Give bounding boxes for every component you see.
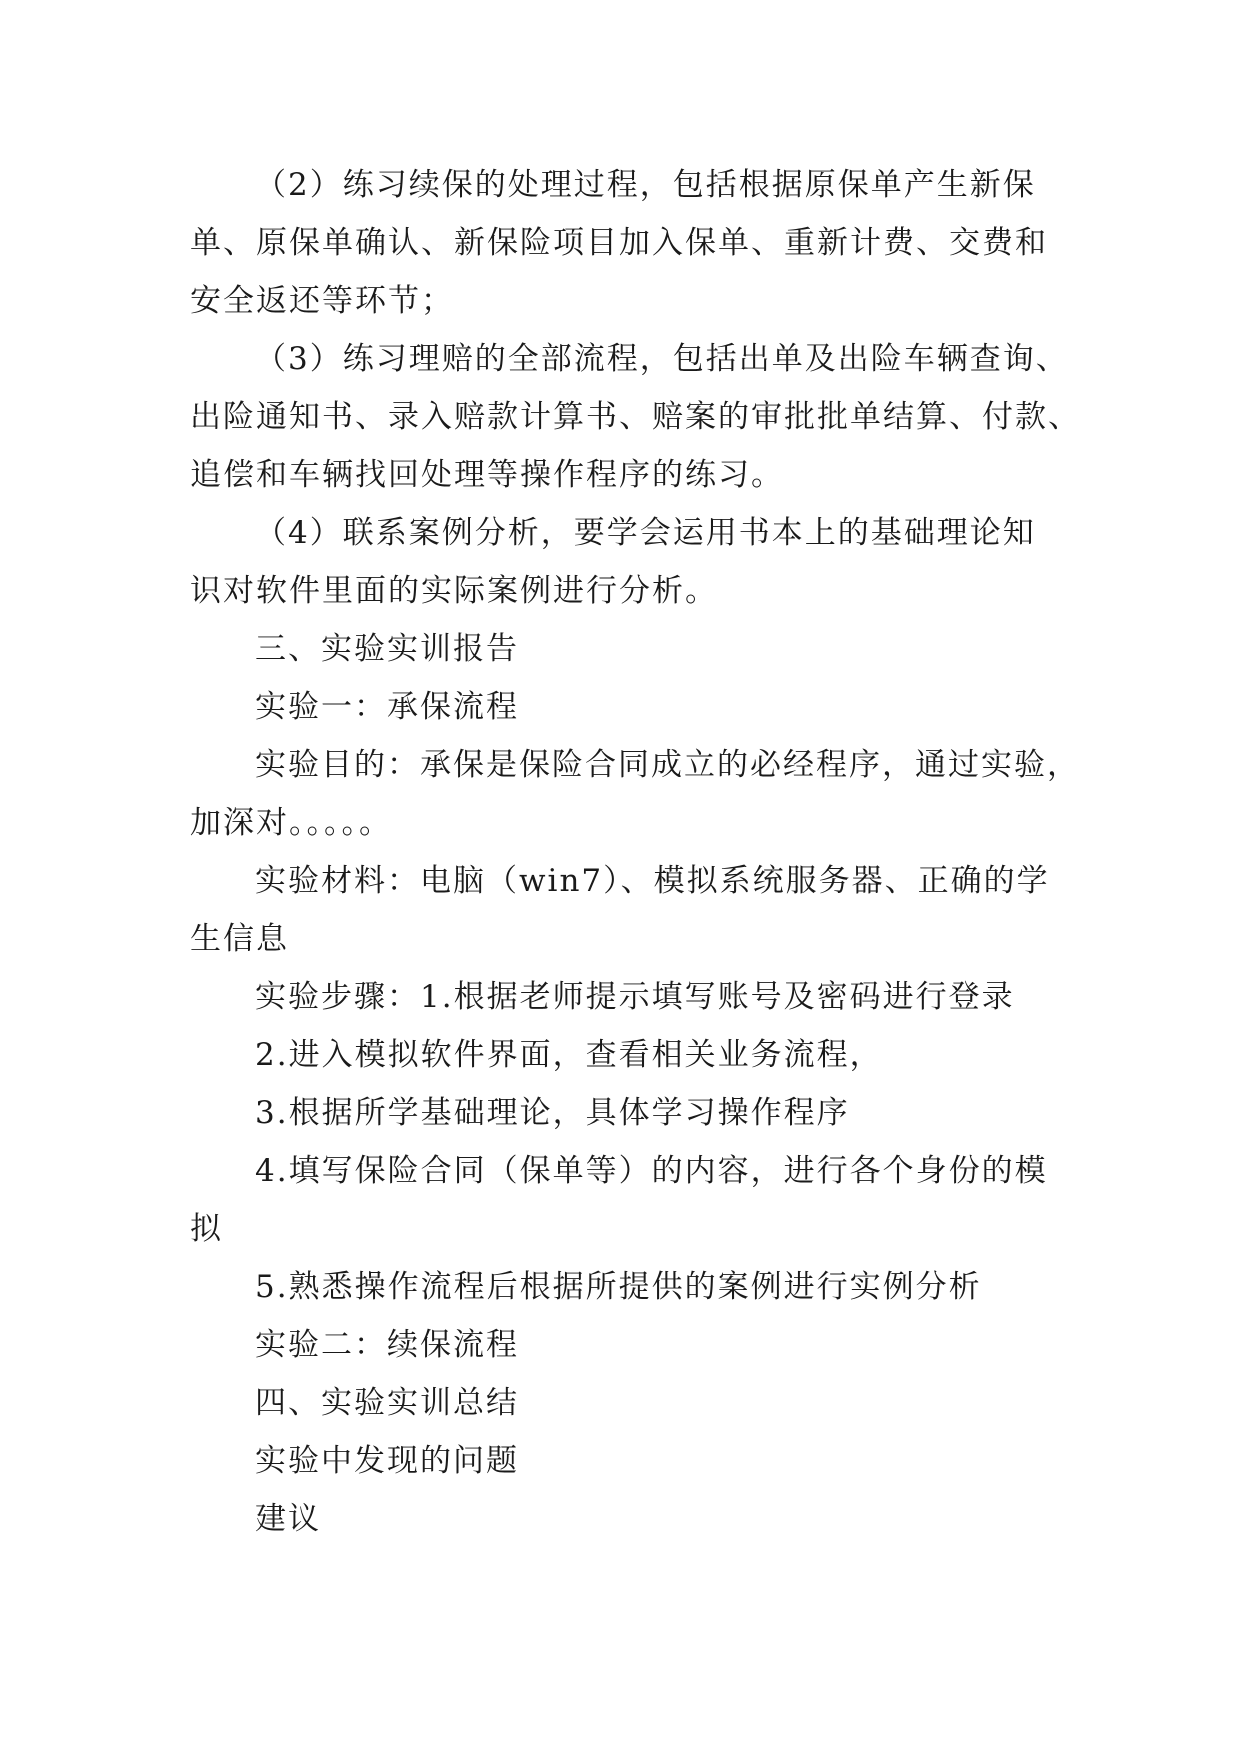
paragraph-renewal-line-3: 安全返还等环节；: [190, 283, 454, 319]
experiment-step-4-line-1: 4.填写保险合同（保单等）的内容，进行各个身份的模: [255, 1153, 1048, 1189]
experiment-one-title: 实验一：承保流程: [255, 689, 519, 725]
experiment-step-5: 5.熟悉操作流程后根据所提供的案例进行实例分析: [255, 1269, 982, 1305]
paragraph-claims-line-1: （3）练习理赔的全部流程，包括出单及出险车辆查询、: [255, 341, 1069, 377]
paragraph-renewal-line-1: （2）练习续保的处理过程，包括根据原保单产生新保: [255, 167, 1036, 203]
summary-problems: 实验中发现的问题: [255, 1443, 519, 1479]
paragraph-claims-line-3: 追偿和车辆找回处理等操作程序的练习。: [190, 457, 784, 493]
experiment-materials-line-2: 生信息: [190, 921, 289, 957]
experiment-two-title: 实验二：续保流程: [255, 1327, 519, 1363]
paragraph-case-line-1: （4）联系案例分析，要学会运用书本上的基础理论知: [255, 515, 1036, 551]
experiment-purpose-line-2: 加深对。。。。。: [190, 805, 392, 841]
experiment-purpose-line-1: 实验目的：承保是保险合同成立的必经程序，通过实验，: [255, 747, 1080, 783]
paragraph-claims-line-2: 出险通知书、录入赔款计算书、赔案的审批批单结算、付款、: [190, 399, 1081, 435]
paragraph-case-line-2: 识对软件里面的实际案例进行分析。: [190, 573, 718, 609]
experiment-step-4-line-2: 拟: [190, 1211, 223, 1247]
experiment-step-1: 实验步骤：1.根据老师提示填写账号及密码进行登录: [255, 979, 1015, 1015]
experiment-step-2: 2.进入模拟软件界面，查看相关业务流程，: [255, 1037, 883, 1073]
paragraph-renewal-line-2: 单、原保单确认、新保险项目加入保单、重新计费、交费和: [190, 225, 1048, 261]
experiment-materials-line-1: 实验材料：电脑（win7）、模拟系统服务器、正确的学: [255, 863, 1050, 899]
section-heading-report: 三、实验实训报告: [255, 631, 519, 667]
summary-suggestions: 建议: [255, 1501, 321, 1537]
experiment-step-3: 3.根据所学基础理论，具体学习操作程序: [255, 1095, 850, 1131]
section-heading-summary: 四、实验实训总结: [255, 1385, 519, 1421]
